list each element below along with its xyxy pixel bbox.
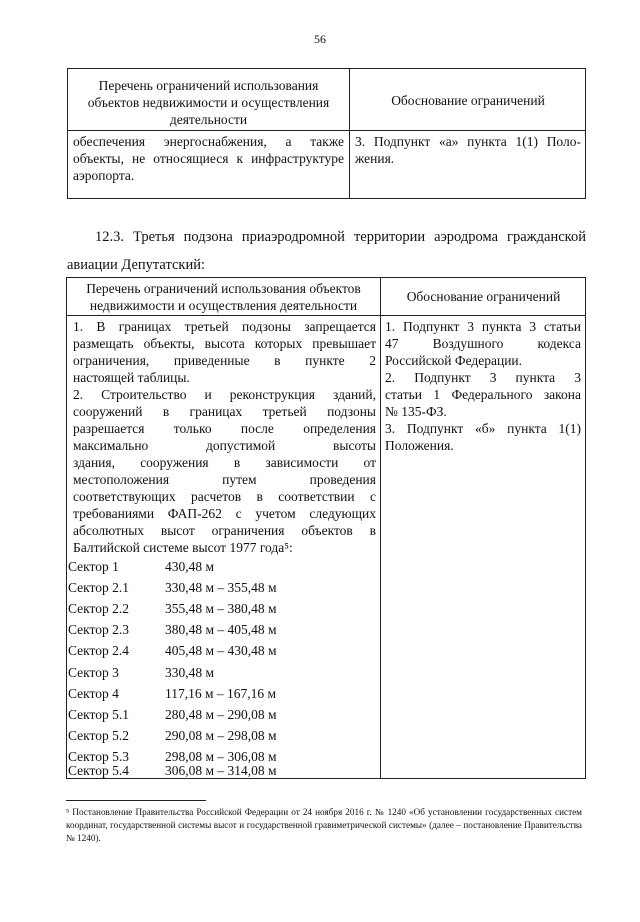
heading-line: 12.3. Третья подзона приаэродромной территории аэродрома гражданской (95, 229, 586, 245)
sector-height: 430,48 м (165, 559, 215, 574)
sector-height: 280,48 м – 290,08 м (165, 707, 277, 722)
table1-cell-justification (355, 133, 581, 167)
cell-line: ограничения, приведенные в пункте 2 (73, 353, 376, 368)
sector-height: 330,48 м (165, 665, 215, 680)
cell-line: жения. (355, 151, 395, 166)
sector-name: Сектор 2.3 (68, 622, 130, 637)
footnote-separator (66, 800, 206, 801)
cell-line: обеспечения энергоснабжения, а также (73, 134, 344, 149)
cell-line: 1. Подпункт 3 пункта 3 статьи (385, 319, 581, 334)
header-line: Перечень ограничений использования объектов (86, 281, 361, 296)
sector-name: Сектор 4 (68, 686, 119, 701)
cell-line: Балтийской системе высот 1977 года⁵: (73, 540, 293, 555)
cell-line: 2. Строительство и реконструкция зданий, (73, 387, 376, 402)
sector-name: Сектор 2.1 (68, 580, 130, 595)
table1-header-justification: Обоснование ограничений (391, 93, 545, 108)
cell-line: разрешается только после определения (73, 421, 376, 436)
header-line: объектов недвижимости и осуществления (87, 95, 330, 110)
cell-line: 1. В границах третьей подзоны запрещается (73, 319, 376, 334)
cell-line: 47 Воздушного кодекса (385, 336, 581, 351)
cell-line: здания, сооружения в зависимости от (73, 455, 376, 470)
sector-height: 117,16 м – 167,16 м (165, 686, 277, 701)
heading-line: авиации Депутатский: (67, 257, 206, 273)
sector-name: Сектор 5.3 (68, 749, 130, 764)
table2-cell-restrictions (73, 318, 376, 556)
table2-cell-justification (385, 318, 581, 454)
header-line: недвижимости и осуществления деятельности (89, 298, 358, 313)
sector-name: Сектор 5.1 (68, 707, 130, 722)
sector-name: Сектор 5.2 (68, 728, 130, 743)
cell-line: размещать объекты, высота которых превышает (73, 336, 376, 351)
cell-line: сооружений в границах третьей подзоны (73, 404, 376, 419)
cell-line: № 135-ФЗ. (385, 404, 447, 419)
sector-height: 290,08 м – 298,08 м (165, 728, 277, 743)
cell-line: соответствующих расчетов в соответствии с (73, 489, 376, 504)
cell-line: настоящей таблицы. (73, 370, 190, 385)
section-heading (67, 226, 586, 276)
cell-line: объекты, не относящиеся к инфраструктуре (73, 151, 344, 166)
cell-line: требованиями ФАП-262 с учетом следующих (73, 506, 376, 521)
cell-line: аэропорта. (73, 168, 135, 183)
sector-height: 380,48 м – 405,48 м (165, 622, 277, 637)
table1-cell-restrictions (73, 133, 344, 184)
sector-height: 306,08 м – 314,08 м (165, 763, 277, 778)
sector-name: Сектор 1 (68, 559, 119, 574)
cell-line: Положения. (385, 438, 454, 453)
sector-name: Сектор 5.4 (68, 763, 130, 778)
cell-line: 3. Подпункт «а» пункта 1(1) Поло- (355, 134, 581, 149)
table1-header-restrictions (68, 77, 349, 128)
cell-line: максимально допустимой высоты (73, 438, 376, 453)
cell-line: 3. Подпункт «б» пункта 1(1) (385, 421, 581, 436)
sector-height: 330,48 м – 355,48 м (165, 580, 277, 595)
sector-height: 298,08 м – 306,08 м (165, 749, 277, 764)
page-number: 56 (314, 32, 326, 46)
cell-line: 2. Подпункт 3 пункта 3 (385, 370, 581, 385)
sector-name: Сектор 2.2 (68, 601, 130, 616)
sector-height: 405,48 м – 430,48 м (165, 643, 277, 658)
header-line: деятельности (169, 112, 248, 127)
sector-name: Сектор 3 (68, 665, 119, 680)
sector-list (67, 558, 380, 780)
table-continuation (67, 68, 586, 199)
cell-line: Российской Федерации. (385, 353, 523, 368)
cell-line: статьи 1 Федерального закона (385, 387, 581, 402)
table2-header-justification: Обоснование ограничений (406, 289, 561, 304)
header-line: Перечень ограничений использования (98, 78, 319, 93)
cell-line: местоположения путем проведения (73, 472, 376, 487)
sector-height: 355,48 м – 380,48 м (165, 601, 277, 616)
restrictions-table (66, 277, 586, 779)
sector-name: Сектор 2.4 (68, 643, 130, 658)
table2-header-restrictions (67, 280, 380, 314)
footnote: ⁵ Постановление Правительства Российской Федерации от 24 ноября 2016 г. № 1240 «Об установлении государственных систем координат, государственной системы высот и государственной гравиметрической системы» (далее – постановление Правительства № 1240). (66, 807, 582, 843)
cell-line: абсолютных высот ограничения объектов в (73, 523, 376, 538)
